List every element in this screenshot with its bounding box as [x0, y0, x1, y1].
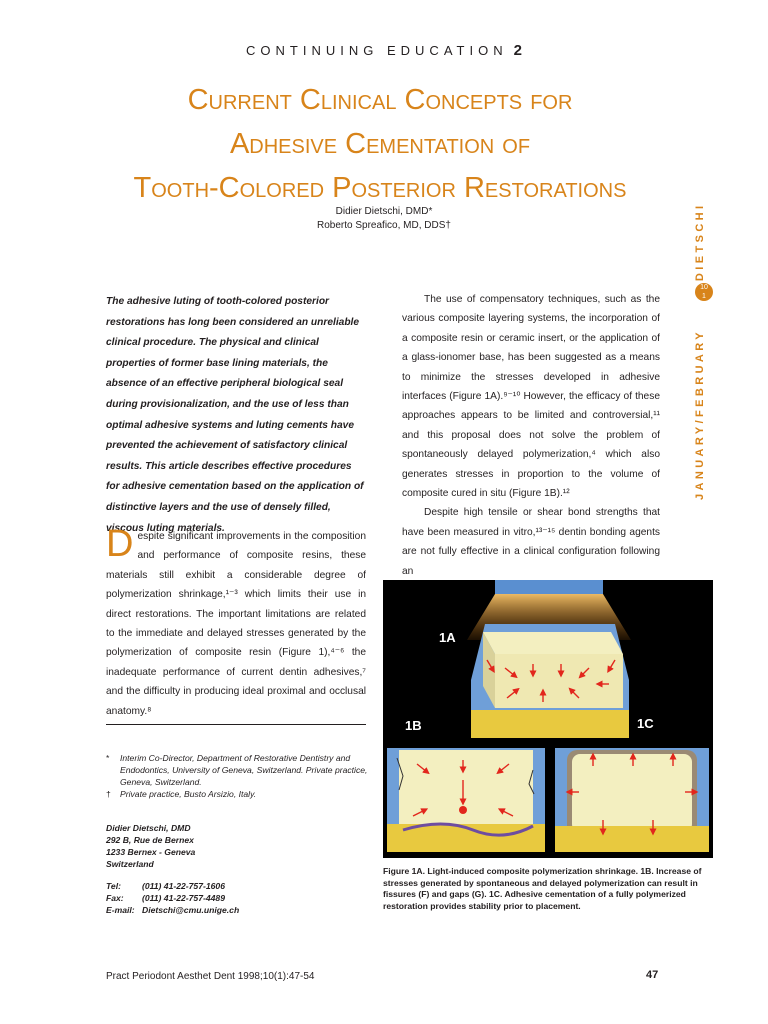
- page-number: 47: [646, 969, 659, 981]
- issue-badge: [695, 283, 713, 301]
- author-list: [0, 205, 768, 233]
- title-line: Tooth-Colored Posterior Restorations: [133, 172, 627, 204]
- article-title: [40, 78, 720, 210]
- journal-citation: Pract Periodont Aesthet Dent 1998;10(1):47-54: [106, 971, 315, 982]
- footnote-text: Private practice, Busto Arsizio, Italy.: [120, 789, 257, 799]
- contact-row: [106, 892, 376, 904]
- contact-row: [106, 904, 376, 916]
- panel-1a: [471, 624, 629, 738]
- title-line: Current Clinical Concepts for: [187, 84, 573, 116]
- figure-caption: Figure 1A. Light-induced composite polymerization shrinkage. 1B. Increase of stresses generated by spontaneous and delayed polymerization can result in fissures (F) and gaps (G). 1C. Adhesive cementation of a fully polymerized restoration provides stability prior to placement.: [383, 866, 702, 911]
- body-paragraph: The use of compensatory techniques, such as the various composite layering systems, the incorporation of a composite resin or ceramic insert, or the application of a glass-ionomer base, has been suggested as a means to minimize the stresses developed in adhesive interfaces (Figure 1A).⁹⁻¹⁰ However, the efficacy of these approaches appears to be limited and controversial,¹¹ and this proposal does not solve the problem of spontaneously delayed polymerization,⁴ which also generates stresses in proportion to the volume of composite cured in situ (Figure 1B).¹²: [402, 294, 660, 500]
- badge-number: 1: [702, 293, 706, 300]
- contact-row: [106, 880, 376, 892]
- author-name: Didier Dietschi, DMD*: [335, 206, 433, 217]
- title-line: Adhesive Cementation of: [229, 128, 531, 160]
- address-line: 1233 Bernex - Geneva: [106, 847, 196, 857]
- contact-value: (011) 41-22-757-4489: [142, 893, 225, 903]
- contact-value: Dietschi@cmu.unige.ch: [142, 905, 240, 915]
- panel-label-1a: 1A: [439, 630, 456, 645]
- right-column-text: [402, 290, 660, 581]
- footnote-text: Interim Co-Director, Department of Restorative Dentistry and Endodontics, University of Geneva, Switzerland. Private practice, Geneva, Switzerland.: [120, 753, 368, 787]
- footnote-divider: [106, 724, 366, 725]
- footnote-mark: *: [106, 753, 110, 763]
- author-tag: DIETSCHI: [694, 202, 706, 282]
- body-paragraph: Despite high tensile or shear bond strengths that have been measured in vitro,¹³⁻¹⁵ dentin bonding agents are not fully effective in a clinical configuration following an: [402, 507, 660, 577]
- contact-key: Fax:: [106, 893, 124, 903]
- footnote: [106, 788, 376, 800]
- panel-1c: [555, 748, 709, 852]
- abstract: The adhesive luting of tooth-colored posterior restorations has long been considered an unreliable clinical procedure. The physical and clinical properties of former base lining materials, the absence of an effective peripheral biological seal during provisionalization, and the use of less than optimal adhesive systems and luting cements have prevented the achievement of satisfactory clinical results. This article describes effective procedures for adhesive cementation based on the application of distinctive layers and the use of densely filled, viscous luting materials.: [106, 296, 364, 534]
- figure-illustration: [383, 580, 713, 858]
- panel-label-1c: 1C: [637, 716, 654, 731]
- address-line: Didier Dietschi, DMD: [106, 823, 191, 833]
- footnote: [106, 752, 376, 788]
- footnotes: [106, 752, 376, 800]
- section-label: CONTINUING EDUCATION: [246, 43, 508, 58]
- contact-key: Tel:: [106, 881, 121, 891]
- panel-label-1b: 1B: [405, 718, 422, 733]
- author-name: Roberto Spreafico, MD, DDS†: [317, 220, 451, 231]
- address-line: Switzerland: [106, 859, 154, 869]
- figure-1: [383, 580, 713, 858]
- contact-details: [106, 880, 376, 916]
- issue-label: JANUARY/FEBRUARY: [694, 329, 706, 500]
- drop-cap: D: [106, 523, 134, 565]
- badge-volume: 10: [700, 284, 708, 291]
- running-head: [694, 180, 716, 500]
- panel-1b: [387, 748, 545, 852]
- correspondence-address: [106, 822, 376, 870]
- section-header: [0, 42, 768, 59]
- contact-value: (011) 41-22-757-1606: [142, 881, 225, 891]
- address-line: 292 B, Rue de Bernex: [106, 835, 194, 845]
- intro-text: espite significant improvements in the composition and performance of composite resins, these materials still exhibit a considerable degree of polymerization shrinkage,¹⁻³ which limits their use in direct restorations. The important limitations are related to the immediate and delayed stresses generated by the polymerization of composite resin (Figure 1),⁴⁻⁶ the inadequate performance of current dentin adhesives,⁷ and the difficulty in producing ideal proximal and occlusal anatomy.⁸: [106, 531, 366, 717]
- footnote-mark: †: [106, 789, 111, 799]
- intro-paragraph: [106, 523, 366, 721]
- contact-key: E-mail:: [106, 905, 135, 915]
- section-number: 2: [513, 42, 522, 59]
